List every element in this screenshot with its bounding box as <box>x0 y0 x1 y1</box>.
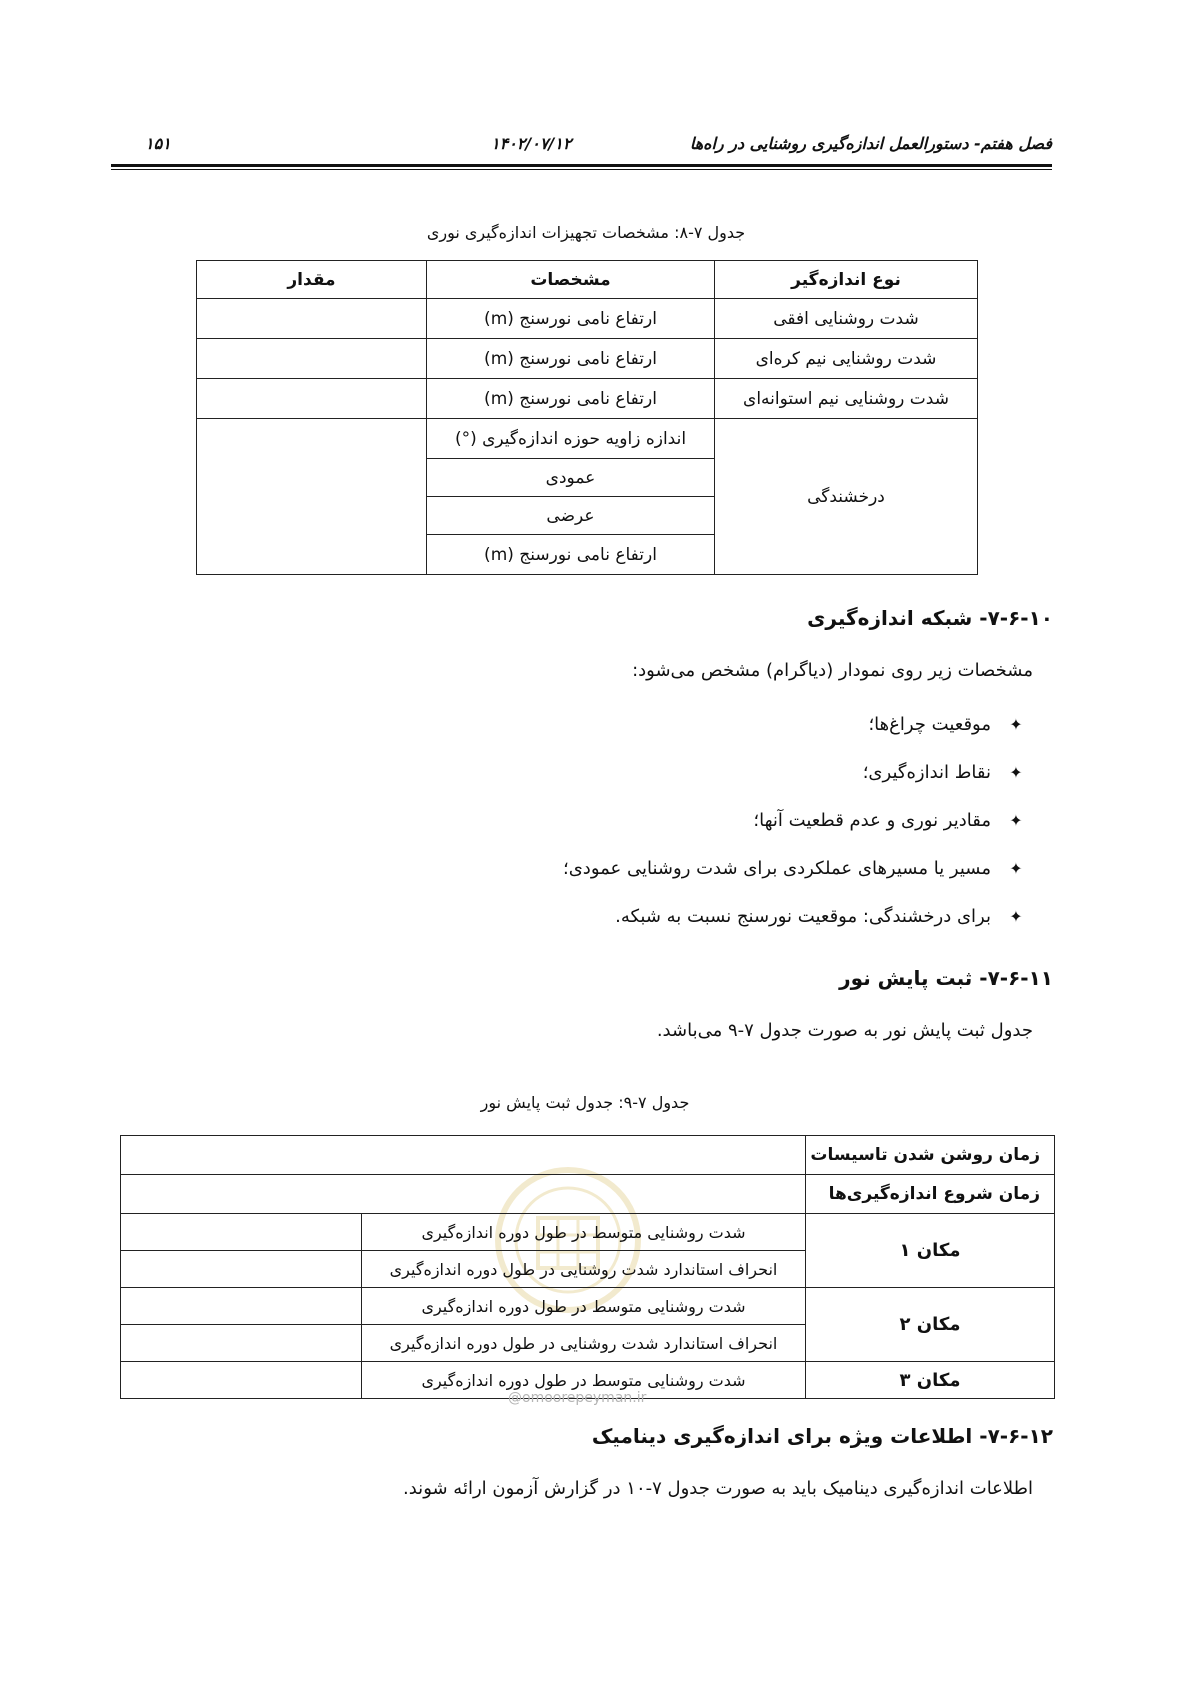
running-header <box>111 128 1052 164</box>
table-row <box>121 1288 1055 1325</box>
header-rule <box>111 164 1052 167</box>
list-item: ✦ موقعیت چراغ‌ها؛ <box>563 700 1025 748</box>
section-intro: مشخصات زیر روی نمودار (دیاگرام) مشخص می‌شود: <box>632 660 1033 681</box>
cell-type: شدت روشنایی افقی <box>715 299 978 339</box>
page-number: ۱۵۱ <box>145 134 171 153</box>
section-heading-dynamic-measurement: ۷-۶-۱۲- اطلاعات ویژه برای اندازه‌گیری دینامیک <box>591 1424 1053 1448</box>
row-label-measurement-start: زمان شروع اندازه‌گیری‌ها <box>806 1175 1055 1214</box>
cell-spec: ارتفاع نامی نورسنج (m) <box>427 379 715 419</box>
watermark-text: @omoorepeyman.ir <box>508 1390 647 1406</box>
four-point-star-icon: ✦ <box>1009 714 1023 734</box>
table-row <box>121 1214 1055 1251</box>
light-monitoring-table <box>120 1135 1055 1399</box>
cell-type: درخشندگی <box>715 419 978 575</box>
cell-value[interactable] <box>121 1251 362 1288</box>
location-label: مکان ۲ <box>806 1288 1055 1362</box>
header-specs: مشخصات <box>427 261 715 299</box>
optical-equipment-table <box>196 260 978 575</box>
cell-spec: ارتفاع نامی نورسنج (m) <box>427 339 715 379</box>
list-item: ✦ برای درخشندگی: موقعیت نورسنج نسبت به شبکه. <box>563 892 1025 940</box>
cell-value[interactable] <box>197 379 427 419</box>
table-row <box>121 1175 1055 1214</box>
header-meter-type: نوع اندازه‌گیر <box>715 261 978 299</box>
table-row <box>197 379 978 419</box>
cell-value[interactable] <box>197 339 427 379</box>
cell-type: شدت روشنایی نیم استوانه‌ای <box>715 379 978 419</box>
list-item: ✦ نقاط اندازه‌گیری؛ <box>563 748 1025 796</box>
cell-measure: شدت روشنایی متوسط در طول دوره اندازه‌گیری <box>362 1362 806 1399</box>
cell-spec: عرضی <box>427 497 715 535</box>
cell-spec: ارتفاع نامی نورسنج (m) <box>427 299 715 339</box>
four-point-star-icon: ✦ <box>1009 858 1023 878</box>
chapter-title: فصل هفتم- دستورالعمل اندازه‌گیری روشنایی در راه‌ها <box>689 134 1052 153</box>
section-heading-light-monitoring: ۷-۶-۱۱- ثبت پایش نور <box>839 966 1053 990</box>
row-label-activation-time: زمان روشن شدن تاسیسات <box>806 1136 1055 1175</box>
bullet-list <box>563 700 1025 940</box>
cell-measure: انحراف استاندارد شدت روشنایی در طول دوره اندازه‌گیری <box>362 1325 806 1362</box>
cell-value[interactable] <box>197 419 427 575</box>
cell-value[interactable] <box>121 1136 806 1175</box>
cell-spec: ارتفاع نامی نورسنج (m) <box>427 535 715 575</box>
table-row <box>121 1136 1055 1175</box>
cell-type: شدت روشنایی نیم کره‌ای <box>715 339 978 379</box>
header-rule-thin <box>111 169 1052 170</box>
four-point-star-icon: ✦ <box>1009 810 1023 830</box>
cell-value[interactable] <box>121 1362 362 1399</box>
cell-spec: عمودی <box>427 459 715 497</box>
list-item: ✦ مقادیر نوری و عدم قطعیت آنها؛ <box>563 796 1025 844</box>
table-row <box>197 339 978 379</box>
cell-spec: اندازه زاویه حوزه اندازه‌گیری (°) <box>427 419 715 459</box>
cell-value[interactable] <box>121 1288 362 1325</box>
cell-value[interactable] <box>121 1175 806 1214</box>
header-value: مقدار <box>197 261 427 299</box>
cell-measure: شدت روشنایی متوسط در طول دوره اندازه‌گیری <box>362 1288 806 1325</box>
location-label: مکان ۳ <box>806 1362 1055 1399</box>
list-item: ✦ مسیر یا مسیرهای عملکردی برای شدت روشنایی عمودی؛ <box>563 844 1025 892</box>
section-paragraph: اطلاعات اندازه‌گیری دینامیک باید به صورت جدول ۷-۱۰ در گزارش آزمون ارائه شوند. <box>403 1478 1033 1499</box>
header-date: ۱۴۰۲/۰۷/۱۲ <box>491 134 572 153</box>
table2-caption: جدول ۷-۹: جدول ثبت پایش نور <box>480 1093 690 1112</box>
cell-measure: انحراف استاندارد شدت روشنایی در طول دوره اندازه‌گیری <box>362 1251 806 1288</box>
cell-value[interactable] <box>121 1325 362 1362</box>
section-heading-measurement-grid: ۷-۶-۱۰- شبکه اندازه‌گیری <box>807 606 1053 630</box>
cell-value[interactable] <box>197 299 427 339</box>
cell-measure: شدت روشنایی متوسط در طول دوره اندازه‌گیری <box>362 1214 806 1251</box>
four-point-star-icon: ✦ <box>1009 762 1023 782</box>
table-row <box>197 299 978 339</box>
table-row <box>197 419 978 459</box>
section-paragraph: جدول ثبت پایش نور به صورت جدول ۷-۹ می‌باشد. <box>656 1020 1033 1041</box>
table1-caption: جدول ۷-۸: مشخصات تجهیزات اندازه‌گیری نوری <box>426 223 746 242</box>
cell-value[interactable] <box>121 1214 362 1251</box>
four-point-star-icon: ✦ <box>1009 906 1023 926</box>
location-label: مکان ۱ <box>806 1214 1055 1288</box>
